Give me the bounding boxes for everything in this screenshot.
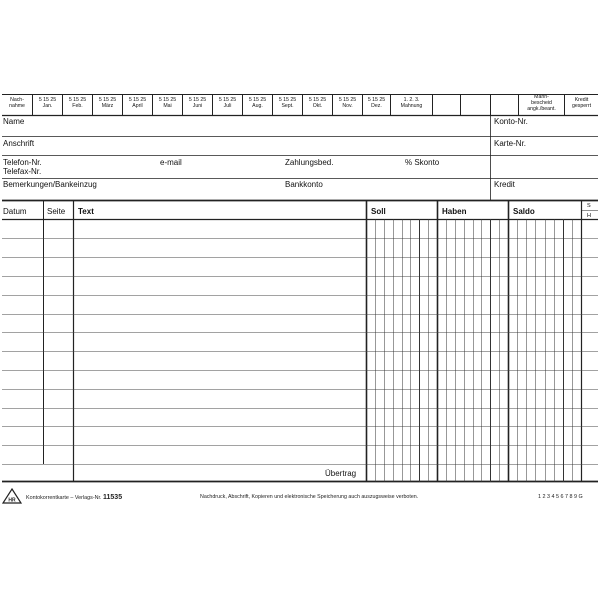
form-number: 11535 bbox=[103, 494, 123, 501]
uebertrag-label: Übertrag bbox=[325, 469, 357, 478]
print-sequence: 1 2 3 4 5 6 7 8 9 G bbox=[538, 494, 583, 500]
anschrift-label: Anschrift bbox=[3, 139, 35, 148]
col-soll: Soll bbox=[371, 207, 386, 216]
mahnbescheid-label-2: bescheid bbox=[531, 100, 552, 106]
copyright-notice: Nachdruck, Abschrift, Kopieren und elektronische Speicherung auch auszugsweise verboten. bbox=[200, 494, 419, 500]
mahnbescheid-label-3: angk./beant. bbox=[527, 106, 556, 112]
telefax-label: Telefax-Nr. bbox=[3, 167, 42, 176]
month-days: 5 15 25 bbox=[308, 97, 327, 103]
month-name: Mai bbox=[163, 103, 172, 109]
mahnung-levels: 1. 2. 3. bbox=[403, 97, 420, 103]
month-name: Juli bbox=[223, 103, 232, 109]
form-title-text: Kontokorrentkarte – Verlags-Nr. bbox=[26, 495, 102, 501]
month-days: 5 15 25 bbox=[128, 97, 147, 103]
month-days: 5 15 25 bbox=[158, 97, 177, 103]
email-label: e-mail bbox=[160, 158, 182, 167]
nachnahme-label-2: nahme bbox=[9, 103, 25, 109]
month-days: 5 15 25 bbox=[248, 97, 267, 103]
form-title bbox=[26, 494, 122, 502]
bemerkungen-label: Bemerkungen/Bankeinzug bbox=[3, 180, 97, 189]
zahlungsbed-label: Zahlungsbed. bbox=[285, 158, 334, 167]
mahnbescheid-label-1: Mahn- bbox=[534, 94, 549, 100]
nachnahme-label-1: Nach- bbox=[10, 97, 24, 103]
col-h: H bbox=[587, 213, 591, 219]
kredit-gesperrt-label-2: gesperrt bbox=[571, 103, 592, 109]
month-name: Juni bbox=[192, 103, 203, 109]
month-name: April bbox=[132, 103, 143, 109]
konto-nr-label: Konto-Nr. bbox=[494, 117, 528, 126]
telefon-label: Telefon-Nr. bbox=[3, 158, 42, 167]
mahnung-label: Mahnung bbox=[400, 103, 423, 109]
month-days: 5 15 25 bbox=[98, 97, 117, 103]
skonto-label: % Skonto bbox=[405, 158, 440, 167]
month-days: 5 15 25 bbox=[38, 97, 57, 103]
kredit-label: Kredit bbox=[494, 180, 515, 189]
karte-nr-label: Karte-Nr. bbox=[494, 139, 527, 148]
month-name: Sept. bbox=[281, 103, 294, 109]
col-datum: Datum bbox=[3, 207, 27, 216]
col-seite: Seite bbox=[47, 207, 66, 216]
month-days: 5 15 25 bbox=[218, 97, 237, 103]
month-days: 5 15 25 bbox=[338, 97, 357, 103]
month-days: 5 15 25 bbox=[188, 97, 207, 103]
month-days: 5 15 25 bbox=[367, 97, 386, 103]
publisher-logo-icon bbox=[2, 488, 22, 505]
month-name: Aug. bbox=[252, 103, 263, 109]
month-name: Feb. bbox=[72, 103, 83, 109]
month-name: Nov. bbox=[342, 103, 353, 109]
col-s: S bbox=[587, 203, 591, 209]
month-days: 5 15 25 bbox=[68, 97, 87, 103]
col-haben: Haben bbox=[442, 207, 467, 216]
logo-letters: HR bbox=[8, 497, 16, 504]
month-name: Jan. bbox=[42, 103, 53, 109]
bankkonto-label: Bankkonto bbox=[285, 180, 323, 189]
col-text: Text bbox=[78, 207, 94, 216]
kredit-gesperrt-label-1: Kredit bbox=[574, 97, 589, 103]
month-name: Okt. bbox=[312, 103, 323, 109]
name-label: Name bbox=[3, 117, 25, 126]
month-name: März bbox=[101, 103, 114, 109]
month-name: Dez. bbox=[371, 103, 382, 109]
col-saldo: Saldo bbox=[513, 207, 535, 216]
month-days: 5 15 25 bbox=[278, 97, 297, 103]
